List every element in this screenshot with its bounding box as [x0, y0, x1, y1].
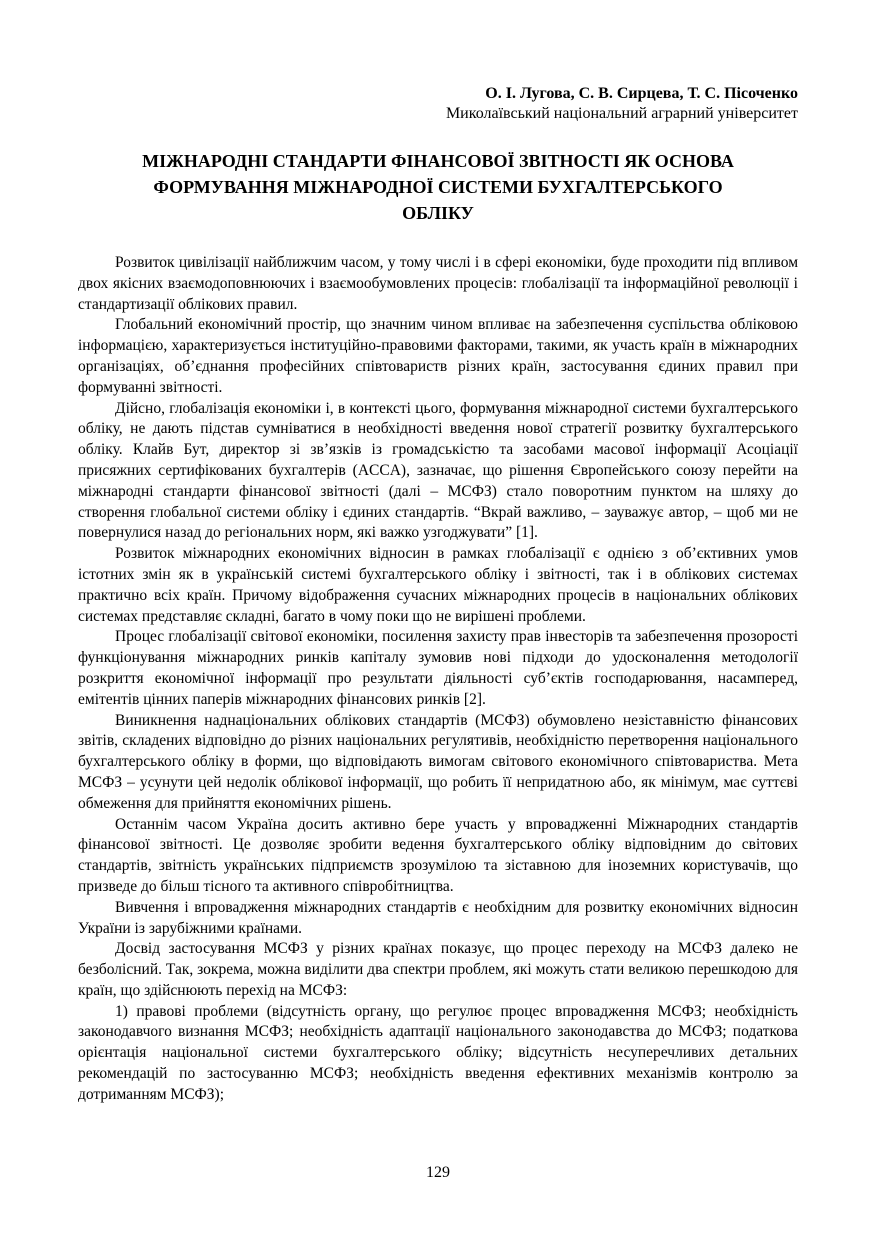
paragraph: Розвиток міжнародних економічних відносин в рамках глобалізації є однією з об’єктивних умов істотних змін як в українській системі бухгалтерського обліку і звітності, так і в облікових системах практично всіх країн. Причому відображення сучасних міжнародних процесів в національних облікових системах представляє складні, багато в чому поки що не вирішені проблеми.	[78, 545, 798, 625]
affiliation-line: Миколаївський національний аграрний університет	[445, 105, 798, 122]
paragraph: 1) правові проблеми (відсутність органу, що регулює процес впровадження МСФЗ; необхідність законодавчого визнання МСФЗ; необхідність адаптації національного законодавства до МСФЗ; податкова орієнтація національної системи бухгалтерського обліку; відсутність несуперечливих детальних рекомендацій по застосуванню МСФЗ; необхідність введення ефективних механізмів контролю за дотриманням МСФЗ);	[78, 1002, 798, 1103]
article-title: МІЖНАРОДНІ СТАНДАРТИ ФІНАНСОВОЇ ЗВІТНОСТІ ЯК ОСНОВА ФОРМУВАННЯ МІЖНАРОДНОЇ СИСТЕМИ БУХГАЛТЕРСЬКОГО ОБЛІКУ	[142, 151, 734, 223]
authors-line: О. І. Лугова, С. В. Сирцева, Т. С. Пісоченко	[485, 85, 798, 102]
article-body	[78, 253, 798, 1106]
paragraph: Процес глобалізації світової економіки, посилення захисту прав інвесторів та забезпечення прозорості функціонування міжнародних ринків капіталу зумовив нові підходи до удосконалення методології розкриття економічної інформації про результати діяльності суб’єктів господарювання, насамперед, емітентів цінних паперів міжнародних фінансових ринків [2].	[78, 628, 798, 708]
paragraph: Виникнення наднаціональних облікових стандартів (МСФЗ) обумовлено незіставністю фінансових звітів, складених відповідно до різних національних регулятивів, необхідністю перетворення національного бухгалтерського обліку в форми, що відповідають вимогам світового економічного співтовариства. Мета МСФЗ – усунути цей недолік облікової інформації, що робить її непридатною або, як мінімум, має суттєві обмеження для прийняття економічних рішень.	[78, 711, 798, 812]
page-number: 129	[426, 1164, 450, 1181]
paragraph: Розвиток цивілізації найближчим часом, у тому числі і в сфері економіки, буде проходити під впливом двох якісних взаємодоповнюючих і взаємообумовлених процесів: глобалізації та інформаційної революції і стандартизації облікових правил.	[78, 254, 798, 313]
paragraph: Дійсно, глобалізація економіки і, в контексті цього, формування міжнародної системи бухгалтерського обліку, не дають підстав сумніватися в необхідності введення нової стратегії розвитку бухгалтерського обліку. Клайв Бут, директор зі зв’язків із громадськістю та засобами масової інформації Асоціації присяжних сертифікованих бухгалтерів (ACCA), зазначає, що рішення Європейського союзу перейти на міжнародні стандарти фінансової звітності (далі – МСФЗ) стало поворотним пунктом на шляху до створення глобальної системи обліку і єдиних стандартів. “Вкрай важливо, – зауважує автор, – щоб ми не повернулися назад до регіональних норм, які важко узгоджувати” [1].	[78, 399, 798, 542]
paragraph: Вивчення і впровадження міжнародних стандартів є необхідним для розвитку економічних відносин України із зарубіжними країнами.	[78, 898, 798, 937]
paragraph: Останнім часом Україна досить активно бере участь у впровадженні Міжнародних стандартів фінансової звітності. Це дозволяє зробити ведення бухгалтерського обліку відповідним до світових стандартів, звітність українських підприємств зрозумілою та зіставною для іноземних користувачів, що призведе до більш тісного та активного співробітництва.	[78, 815, 798, 895]
paragraph: Досвід застосування МСФЗ у різних країнах показує, що процес переходу на МСФЗ далеко не безболісний. Так, зокрема, можна виділити два спектри проблем, які можуть стати великою перешкодою для країн, що здійснюють перехід на МСФЗ:	[78, 940, 798, 999]
paragraph: Глобальний економічний простір, що значним чином впливає на забезпечення суспільства обліковою інформацією, характеризується інституційно-правовими факторами, такими, як участь країн в міжнародних організаціях, об’єднання професійних співтовариств різних країн, застосування єдиних правил при формуванні звітності.	[78, 316, 798, 396]
